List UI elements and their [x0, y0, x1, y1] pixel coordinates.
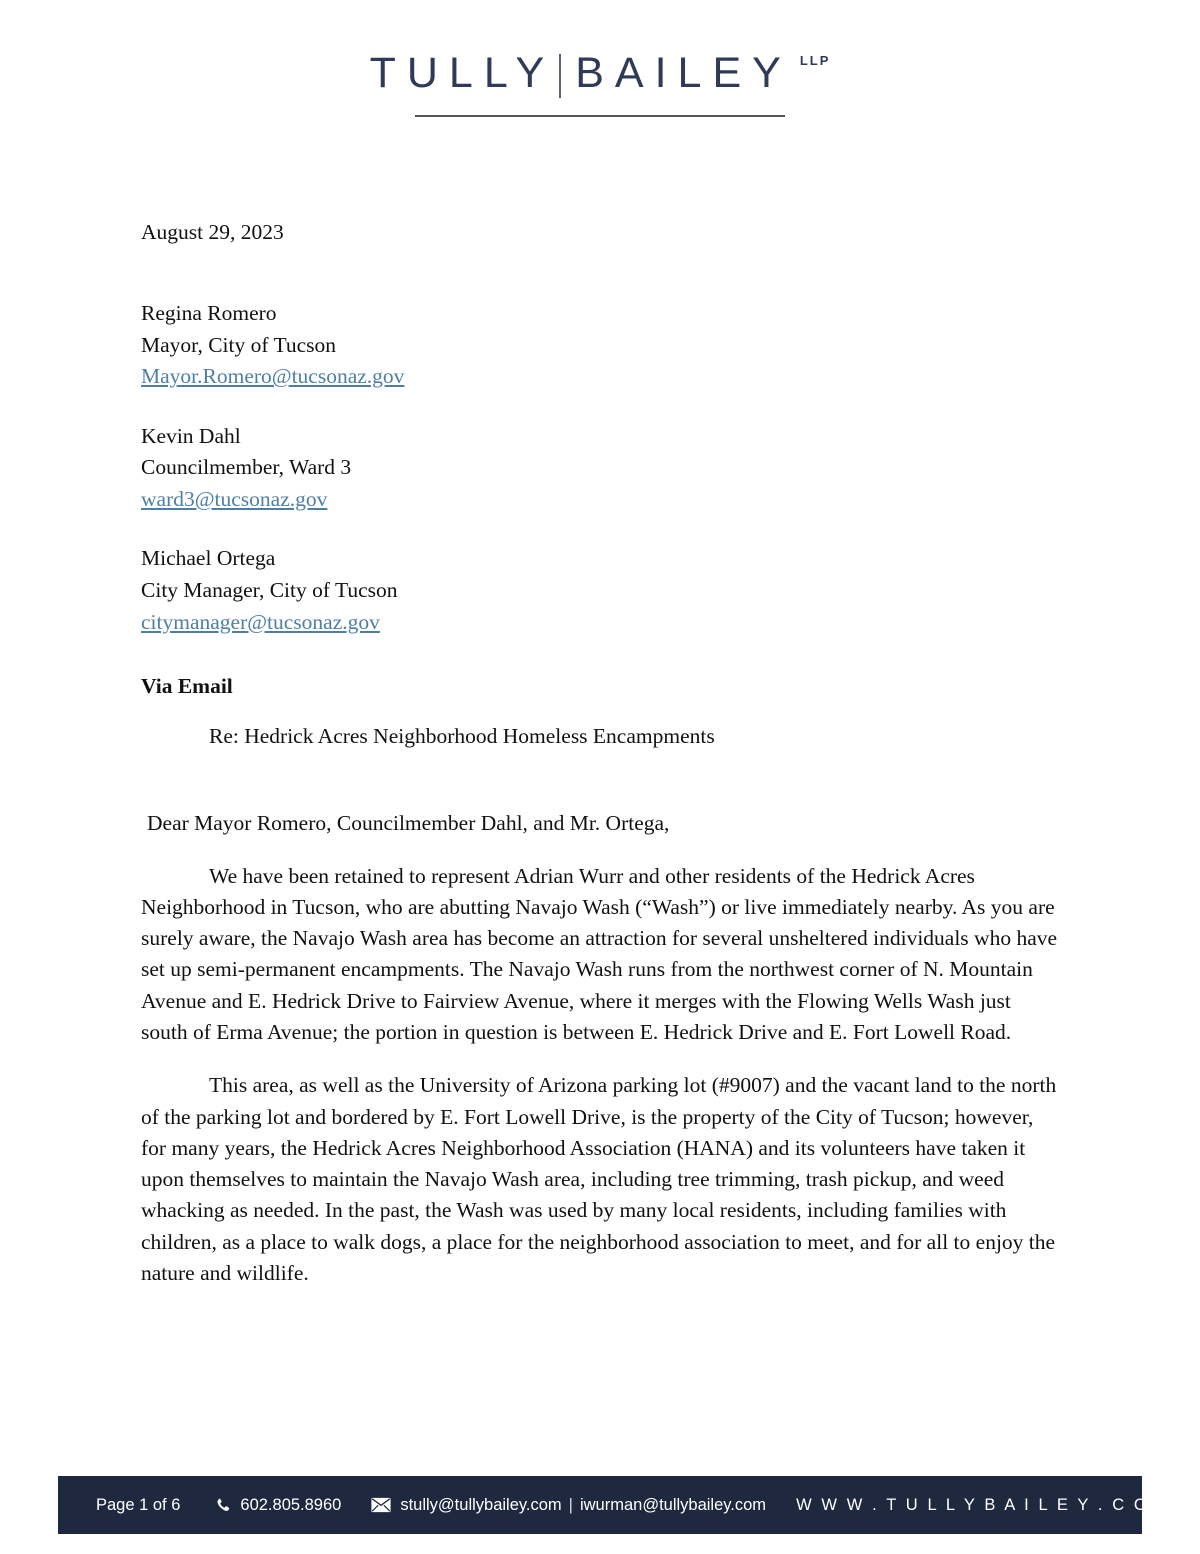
website-url[interactable]: W W W . T U L L Y B A I L E Y . C O M [796, 1495, 1173, 1514]
recipient-email-link[interactable]: citymanager@tucsonaz.gov [141, 609, 380, 634]
firm-name-bailey: BAILEY [575, 49, 792, 97]
recipient-name: Michael Ortega [141, 546, 276, 571]
email-secondary[interactable]: iwurman@tullybailey.com [579, 1495, 767, 1514]
footer-content [96, 1496, 1173, 1515]
phone-number[interactable]: 602.805.8960 [240, 1495, 342, 1514]
footer-email-group [371, 1496, 766, 1515]
recipient-block-1 [141, 298, 1061, 393]
letter-date: August 29, 2023 [141, 220, 284, 244]
recipient-title: Councilmember, Ward 3 [141, 455, 352, 480]
recipient-email-link[interactable]: Mayor.Romero@tucsonaz.gov [141, 364, 405, 389]
delivery-method: Via Email [141, 674, 233, 699]
recipient-name: Kevin Dahl [141, 423, 241, 448]
recipient-title: Mayor, City of Tucson [141, 332, 337, 357]
footer-phone-group [214, 1496, 341, 1515]
body-paragraph-2: This area, as well as the University of Arizona parking lot (#9007) and the vacant land to the north of the parking lot and bordered by E. Fort Lowell Drive, is the property of the City of Tucson; however, for many years, the Hedrick Acres Neighborhood Association (HANA) and its volunteers have taken it upon themselves to maintain the Navajo Wash area, including tree trimming, trash pickup, and weed whacking as needed. In the past, the Wash was used by many local residents, including families with children, as a place to walk dogs, a place for the neighborhood association to meet, and for all to enjoy the nature and wildlife. [141, 1073, 1057, 1285]
recipient-title: City Manager, City of Tucson [141, 578, 398, 603]
email-separator: | [568, 1495, 573, 1514]
recipient-name: Regina Romero [141, 300, 277, 325]
letterhead-rule [415, 115, 785, 117]
firm-name-tully: TULLY [369, 49, 556, 97]
logo-divider-icon [559, 54, 561, 98]
firm-entity-suffix: LLP [799, 53, 831, 68]
page-number: Page 1 of 6 [96, 1495, 181, 1514]
recipient-block-2 [141, 421, 1061, 516]
letterhead [0, 49, 1200, 117]
email-primary[interactable]: stully@tullybailey.com [400, 1495, 562, 1514]
body-paragraph-1: We have been retained to represent Adrian Wurr and other residents of the Hedrick Acres Neighborhood in Tucson, who are abutting Navajo Wash (“Wash”) or live immediately nearby. As you are surely aware, the Navajo Wash area has become an attraction for several unsheltered individuals who have set up semi-permanent encampments. The Navajo Wash runs from the northwest corner of N. Mountain Avenue and E. Hedrick Drive to Fairview Avenue, where it merges with the Flowing Wells Wash just south of Erma Avenue; the portion in question is between E. Hedrick Drive and E. Fort Lowell Road. [141, 863, 1058, 1044]
letter-body [141, 222, 1061, 1289]
phone-icon [214, 1497, 231, 1514]
subject-line: Re: Hedrick Acres Neighborhood Homeless Encampments [209, 724, 715, 749]
page-footer [58, 1476, 1173, 1534]
recipient-email-link[interactable]: ward3@tucsonaz.gov [141, 486, 328, 511]
firm-logo [369, 49, 831, 97]
recipient-block-3 [141, 543, 1061, 638]
salutation: Dear Mayor Romero, Councilmember Dahl, and Mr. Ortega, [147, 811, 670, 836]
envelope-icon [371, 1497, 391, 1513]
